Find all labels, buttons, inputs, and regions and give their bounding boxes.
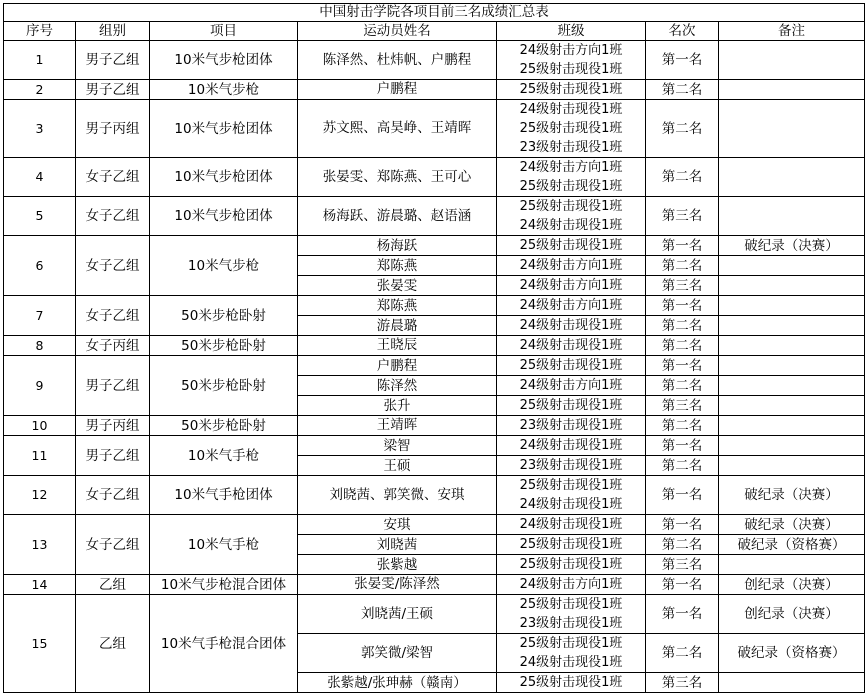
event-cell: 50米步枪卧射	[150, 416, 298, 436]
group-cell: 女子乙组	[76, 296, 150, 336]
table-row	[4, 80, 865, 100]
table-row	[4, 476, 865, 515]
class-name: 25级射击现役1班	[519, 597, 623, 612]
class-cell	[497, 41, 646, 80]
athlete-cell: 刘晓茜	[298, 535, 497, 555]
row-number: 1	[4, 41, 76, 80]
rank-cell: 第二名	[646, 456, 719, 476]
athlete-cell: 梁智	[298, 436, 497, 456]
class-cell	[497, 197, 646, 236]
table-row	[4, 416, 865, 436]
class-name: 23级射击现役1班	[519, 140, 623, 155]
class-name: 25级射击现役1班	[519, 179, 623, 194]
rank-cell: 第二名	[646, 634, 719, 673]
header-class: 班级	[497, 22, 646, 41]
note-cell: 创纪录（决赛）	[719, 595, 865, 634]
class-name: 24级射击方向1班	[519, 43, 623, 58]
event-cell: 10米气手枪团体	[150, 476, 298, 515]
class-name: 24级射击现役1班	[519, 338, 623, 353]
class-cell: 24级射击现役1班	[497, 515, 646, 535]
class-cell: 24级射击方向1班	[497, 376, 646, 396]
note-cell: 创纪录（决赛）	[719, 575, 865, 595]
table-row	[4, 197, 865, 236]
athlete-cell: 游晨璐	[298, 316, 497, 336]
group-cell: 男子乙组	[76, 41, 150, 80]
table-row	[4, 515, 865, 535]
rank-cell: 第三名	[646, 276, 719, 296]
athletes-cell	[298, 476, 497, 515]
group-cell: 男子乙组	[76, 356, 150, 416]
note-cell	[719, 456, 865, 476]
class-cell: 24级射击方向1班	[497, 256, 646, 276]
header-group: 组别	[76, 22, 150, 41]
class-cell: 25级射击现役1班	[497, 396, 646, 416]
class-cell	[497, 575, 646, 595]
note-cell	[719, 158, 865, 197]
rank-cell: 第二名	[646, 376, 719, 396]
class-cell	[497, 416, 646, 436]
group-cell: 女子乙组	[76, 158, 150, 197]
note-cell	[719, 80, 865, 100]
note-cell	[719, 276, 865, 296]
class-name: 24级射击现役1班	[519, 655, 623, 670]
athlete-cell: 杨海跃	[298, 236, 497, 256]
class-name: 25级射击现役1班	[519, 636, 623, 651]
rank-cell: 第一名	[646, 476, 719, 515]
athletes-cell	[298, 41, 497, 80]
event-cell: 10米气手枪混合团体	[150, 595, 298, 693]
note-cell	[719, 436, 865, 456]
table-row	[4, 41, 865, 80]
rank-cell: 第一名	[646, 41, 719, 80]
row-number: 8	[4, 336, 76, 356]
group-cell: 女子乙组	[76, 236, 150, 296]
athlete-name: 苏文熙、高昊峥、王靖晖	[322, 120, 472, 136]
class-name: 25级射击现役1班	[519, 121, 623, 136]
event-cell: 10米气步枪团体	[150, 158, 298, 197]
athlete-cell: 王硕	[298, 456, 497, 476]
group-cell: 女子丙组	[76, 336, 150, 356]
event-cell: 10米气步枪	[150, 236, 298, 296]
class-cell: 24级射击方向1班	[497, 296, 646, 316]
event-cell: 50米步枪卧射	[150, 336, 298, 356]
row-number: 7	[4, 296, 76, 336]
athletes-cell	[298, 197, 497, 236]
athletes-cell	[298, 158, 497, 197]
table-row	[4, 575, 865, 595]
note-cell	[719, 296, 865, 316]
rank-cell: 第二名	[646, 535, 719, 555]
event-cell: 10米气步枪团体	[150, 197, 298, 236]
rank-cell: 第二名	[646, 256, 719, 276]
class-cell	[497, 336, 646, 356]
class-name: 24级射击方向1班	[519, 577, 623, 592]
rank-cell: 第一名	[646, 595, 719, 634]
class-cell: 25级射击现役1班	[497, 356, 646, 376]
class-name: 25级射击现役1班	[519, 478, 623, 493]
group-cell: 女子乙组	[76, 515, 150, 575]
athletes-cell	[298, 336, 497, 356]
athlete-cell: 郑陈燕	[298, 296, 497, 316]
note-cell	[719, 416, 865, 436]
row-number: 11	[4, 436, 76, 476]
athlete-cell: 张晏雯	[298, 276, 497, 296]
athlete-cell: 安琪	[298, 515, 497, 535]
note-cell: 破纪录（决赛）	[719, 515, 865, 535]
note-cell	[719, 41, 865, 80]
rank-cell: 第二名	[646, 416, 719, 436]
rank-cell: 第三名	[646, 555, 719, 575]
class-cell: 24级射击方向1班	[497, 276, 646, 296]
row-number: 14	[4, 575, 76, 595]
athlete-cell: 刘晓茜/王硕	[298, 595, 497, 634]
note-cell	[719, 555, 865, 575]
class-name: 24级射击现役1班	[519, 218, 623, 233]
class-name: 23级射击现役1班	[519, 616, 623, 631]
note-cell	[719, 673, 865, 693]
group-cell: 男子乙组	[76, 436, 150, 476]
header-athletes: 运动员姓名	[298, 22, 497, 41]
class-cell: 24级射击现役1班	[497, 436, 646, 456]
rank-cell: 第一名	[646, 296, 719, 316]
athlete-cell: 郑陈燕	[298, 256, 497, 276]
rank-cell: 第一名	[646, 436, 719, 456]
athletes-cell	[298, 80, 497, 100]
group-cell: 男子丙组	[76, 100, 150, 158]
row-number: 12	[4, 476, 76, 515]
athletes-cell	[298, 100, 497, 158]
event-cell: 10米气步枪混合团体	[150, 575, 298, 595]
class-name: 25级射击现役1班	[519, 199, 623, 214]
group-cell: 女子乙组	[76, 197, 150, 236]
table-row	[4, 296, 865, 316]
row-number: 5	[4, 197, 76, 236]
athlete-name: 杨海跃、游晨璐、赵语涵	[322, 207, 472, 224]
note-cell	[719, 316, 865, 336]
class-cell	[497, 595, 646, 634]
athlete-cell: 张紫越/张珅赫（赣南）	[298, 673, 497, 693]
athletes-cell	[298, 575, 497, 595]
athlete-cell: 张升	[298, 396, 497, 416]
rank-cell: 第二名	[646, 100, 719, 158]
rank-cell: 第三名	[646, 396, 719, 416]
table-row	[4, 336, 865, 356]
row-number: 4	[4, 158, 76, 197]
note-cell	[719, 356, 865, 376]
note-cell: 破纪录（决赛）	[719, 236, 865, 256]
class-name: 23级射击现役1班	[519, 418, 623, 433]
event-cell: 10米气手枪	[150, 436, 298, 476]
rank-cell: 第二名	[646, 158, 719, 197]
event-cell: 50米步枪卧射	[150, 356, 298, 416]
results-table	[3, 3, 865, 693]
class-cell	[497, 673, 646, 693]
rank-cell: 第一名	[646, 236, 719, 256]
table-row	[4, 595, 865, 634]
class-name: 24级射击方向1班	[519, 160, 623, 175]
note-cell	[719, 197, 865, 236]
row-number: 6	[4, 236, 76, 296]
group-cell: 乙组	[76, 595, 150, 693]
row-number: 9	[4, 356, 76, 416]
rank-cell: 第二名	[646, 336, 719, 356]
table-row	[4, 158, 865, 197]
row-number: 13	[4, 515, 76, 575]
note-cell	[719, 256, 865, 276]
class-cell: 25级射击现役1班	[497, 535, 646, 555]
class-cell	[497, 100, 646, 158]
athletes-cell	[298, 416, 497, 436]
rank-cell: 第一名	[646, 575, 719, 595]
class-name: 25级射击现役1班	[519, 62, 623, 77]
athlete-name: 王晓辰	[376, 337, 418, 353]
table-row	[4, 356, 865, 376]
class-cell	[497, 634, 646, 673]
table-row	[4, 236, 865, 256]
rank-cell: 第二名	[646, 80, 719, 100]
row-number: 15	[4, 595, 76, 693]
event-cell: 10米气步枪团体	[150, 41, 298, 80]
athlete-cell: 张紫越	[298, 555, 497, 575]
row-number: 3	[4, 100, 76, 158]
note-cell: 破纪录（资格赛）	[719, 535, 865, 555]
class-cell: 25级射击现役1班	[497, 236, 646, 256]
class-name: 24级射击现役1班	[519, 102, 623, 117]
class-cell	[497, 80, 646, 100]
class-cell: 25级射击现役1班	[497, 555, 646, 575]
table-row	[4, 100, 865, 158]
event-cell: 10米气步枪	[150, 80, 298, 100]
athlete-name: 张晏雯/陈泽然	[354, 576, 440, 592]
rank-cell: 第三名	[646, 197, 719, 236]
rank-cell: 第二名	[646, 316, 719, 336]
header-event: 项目	[150, 22, 298, 41]
class-name: 25级射击现役1班	[519, 675, 623, 690]
class-cell	[497, 158, 646, 197]
note-cell	[719, 100, 865, 158]
athlete-name: 陈泽然、杜炜帆、户鹏程	[322, 51, 472, 68]
athlete-name: 户鹏程	[376, 81, 418, 97]
event-cell: 10米气步枪团体	[150, 100, 298, 158]
athlete-cell: 陈泽然	[298, 376, 497, 396]
header-row	[4, 22, 865, 41]
note-cell: 破纪录（资格赛）	[719, 634, 865, 673]
group-cell: 乙组	[76, 575, 150, 595]
rank-cell: 第三名	[646, 673, 719, 693]
header-no: 序号	[4, 22, 76, 41]
rank-cell: 第一名	[646, 356, 719, 376]
note-cell	[719, 396, 865, 416]
table-row	[4, 436, 865, 456]
class-cell: 23级射击现役1班	[497, 456, 646, 476]
note-cell	[719, 376, 865, 396]
event-cell: 50米步枪卧射	[150, 296, 298, 336]
row-number: 10	[4, 416, 76, 436]
class-cell	[497, 476, 646, 515]
athlete-cell: 郭笑微/梁智	[298, 634, 497, 673]
rank-cell: 第一名	[646, 515, 719, 535]
athlete-name: 刘晓茜、郭笑微、安琪	[329, 486, 465, 503]
athlete-cell: 户鹏程	[298, 356, 497, 376]
note-cell	[719, 336, 865, 356]
group-cell: 男子乙组	[76, 80, 150, 100]
row-number: 2	[4, 80, 76, 100]
class-name: 25级射击现役1班	[519, 82, 623, 97]
athlete-name: 张晏雯、郑陈燕、王可心	[322, 168, 472, 185]
class-name: 24级射击现役1班	[519, 497, 623, 512]
table-title: 中国射击学院各项目前三名成绩汇总表	[4, 4, 865, 22]
group-cell: 女子乙组	[76, 476, 150, 515]
athlete-name: 王靖晖	[376, 417, 418, 433]
header-rank: 名次	[646, 22, 719, 41]
note-cell: 破纪录（决赛）	[719, 476, 865, 515]
group-cell: 男子丙组	[76, 416, 150, 436]
class-cell: 24级射击现役1班	[497, 316, 646, 336]
header-note: 备注	[719, 22, 865, 41]
event-cell: 10米气手枪	[150, 515, 298, 575]
